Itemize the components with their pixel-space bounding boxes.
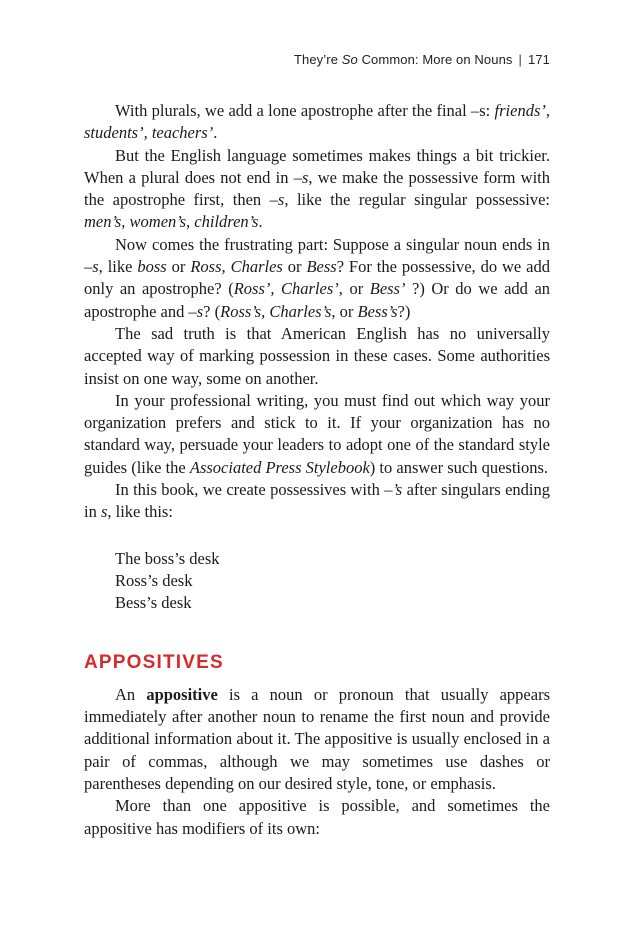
header-title: They’re So Common: More on Nouns	[293, 52, 513, 67]
paragraph-professional-writing: In your professional writing, you must find out which way your organization prefers and stick to it. If your organization has no standard way, persuade your leaders to adopt one of the standard style guides (like the Associated Press Stylebook) to answer such questions.	[84, 390, 550, 477]
page-body	[84, 100, 550, 840]
header-separator: |	[518, 52, 522, 67]
paragraph-sad-truth: The sad truth is that American English has no universally accepted way of marking possession in these cases. Some authorities insist on one way, some on another.	[84, 323, 550, 388]
paragraph-appositive-definition: An appositive is a noun or pronoun that usually appears immediately after another noun to rename the first noun and provide additional information about it. The appositive is usually enclosed in a pair of commas, although we may sometimes use dashes or parentheses depending on our desired style, tone, or emphasis.	[84, 684, 550, 794]
paragraph-singular-s: Now comes the frustrating part: Suppose a singular noun ends in –s, like boss or Ross, Charles or Bess? For the possessive, do we add only an apostrophe? (Ross’, Charles’, or Bess’ ?) Or do we add an apostrophe and –s? (Ross’s, Charles’s, or Bess’s?)	[84, 234, 551, 321]
example-item: Bess’s desk	[115, 593, 192, 613]
example-list	[115, 548, 550, 615]
running-header	[294, 52, 550, 67]
section-heading: APPOSITIVES	[84, 651, 224, 673]
example-item: The boss’s desk	[115, 548, 220, 568]
paragraph-multiple-appositives: More than one appositive is possible, and sometimes the appositive has modifiers of its own:	[84, 796, 550, 838]
page-number: 171	[528, 52, 550, 67]
paragraph-this-book: In this book, we create possessives with –’s after singulars ending in s, like this:	[84, 480, 550, 522]
paragraph-plural-apostrophe: With plurals, we add a lone apostrophe after the final –s: friends’, students’, teachers’.	[84, 101, 550, 143]
paragraph-irregular-plurals: But the English language sometimes makes things a bit trickier. When a plural does not end in –s, we make the possessive form with the apostrophe first, then –s, like the regular singular possessive: men’s, women’s, children’s.	[84, 145, 550, 232]
example-item: Ross’s desk	[115, 570, 193, 590]
